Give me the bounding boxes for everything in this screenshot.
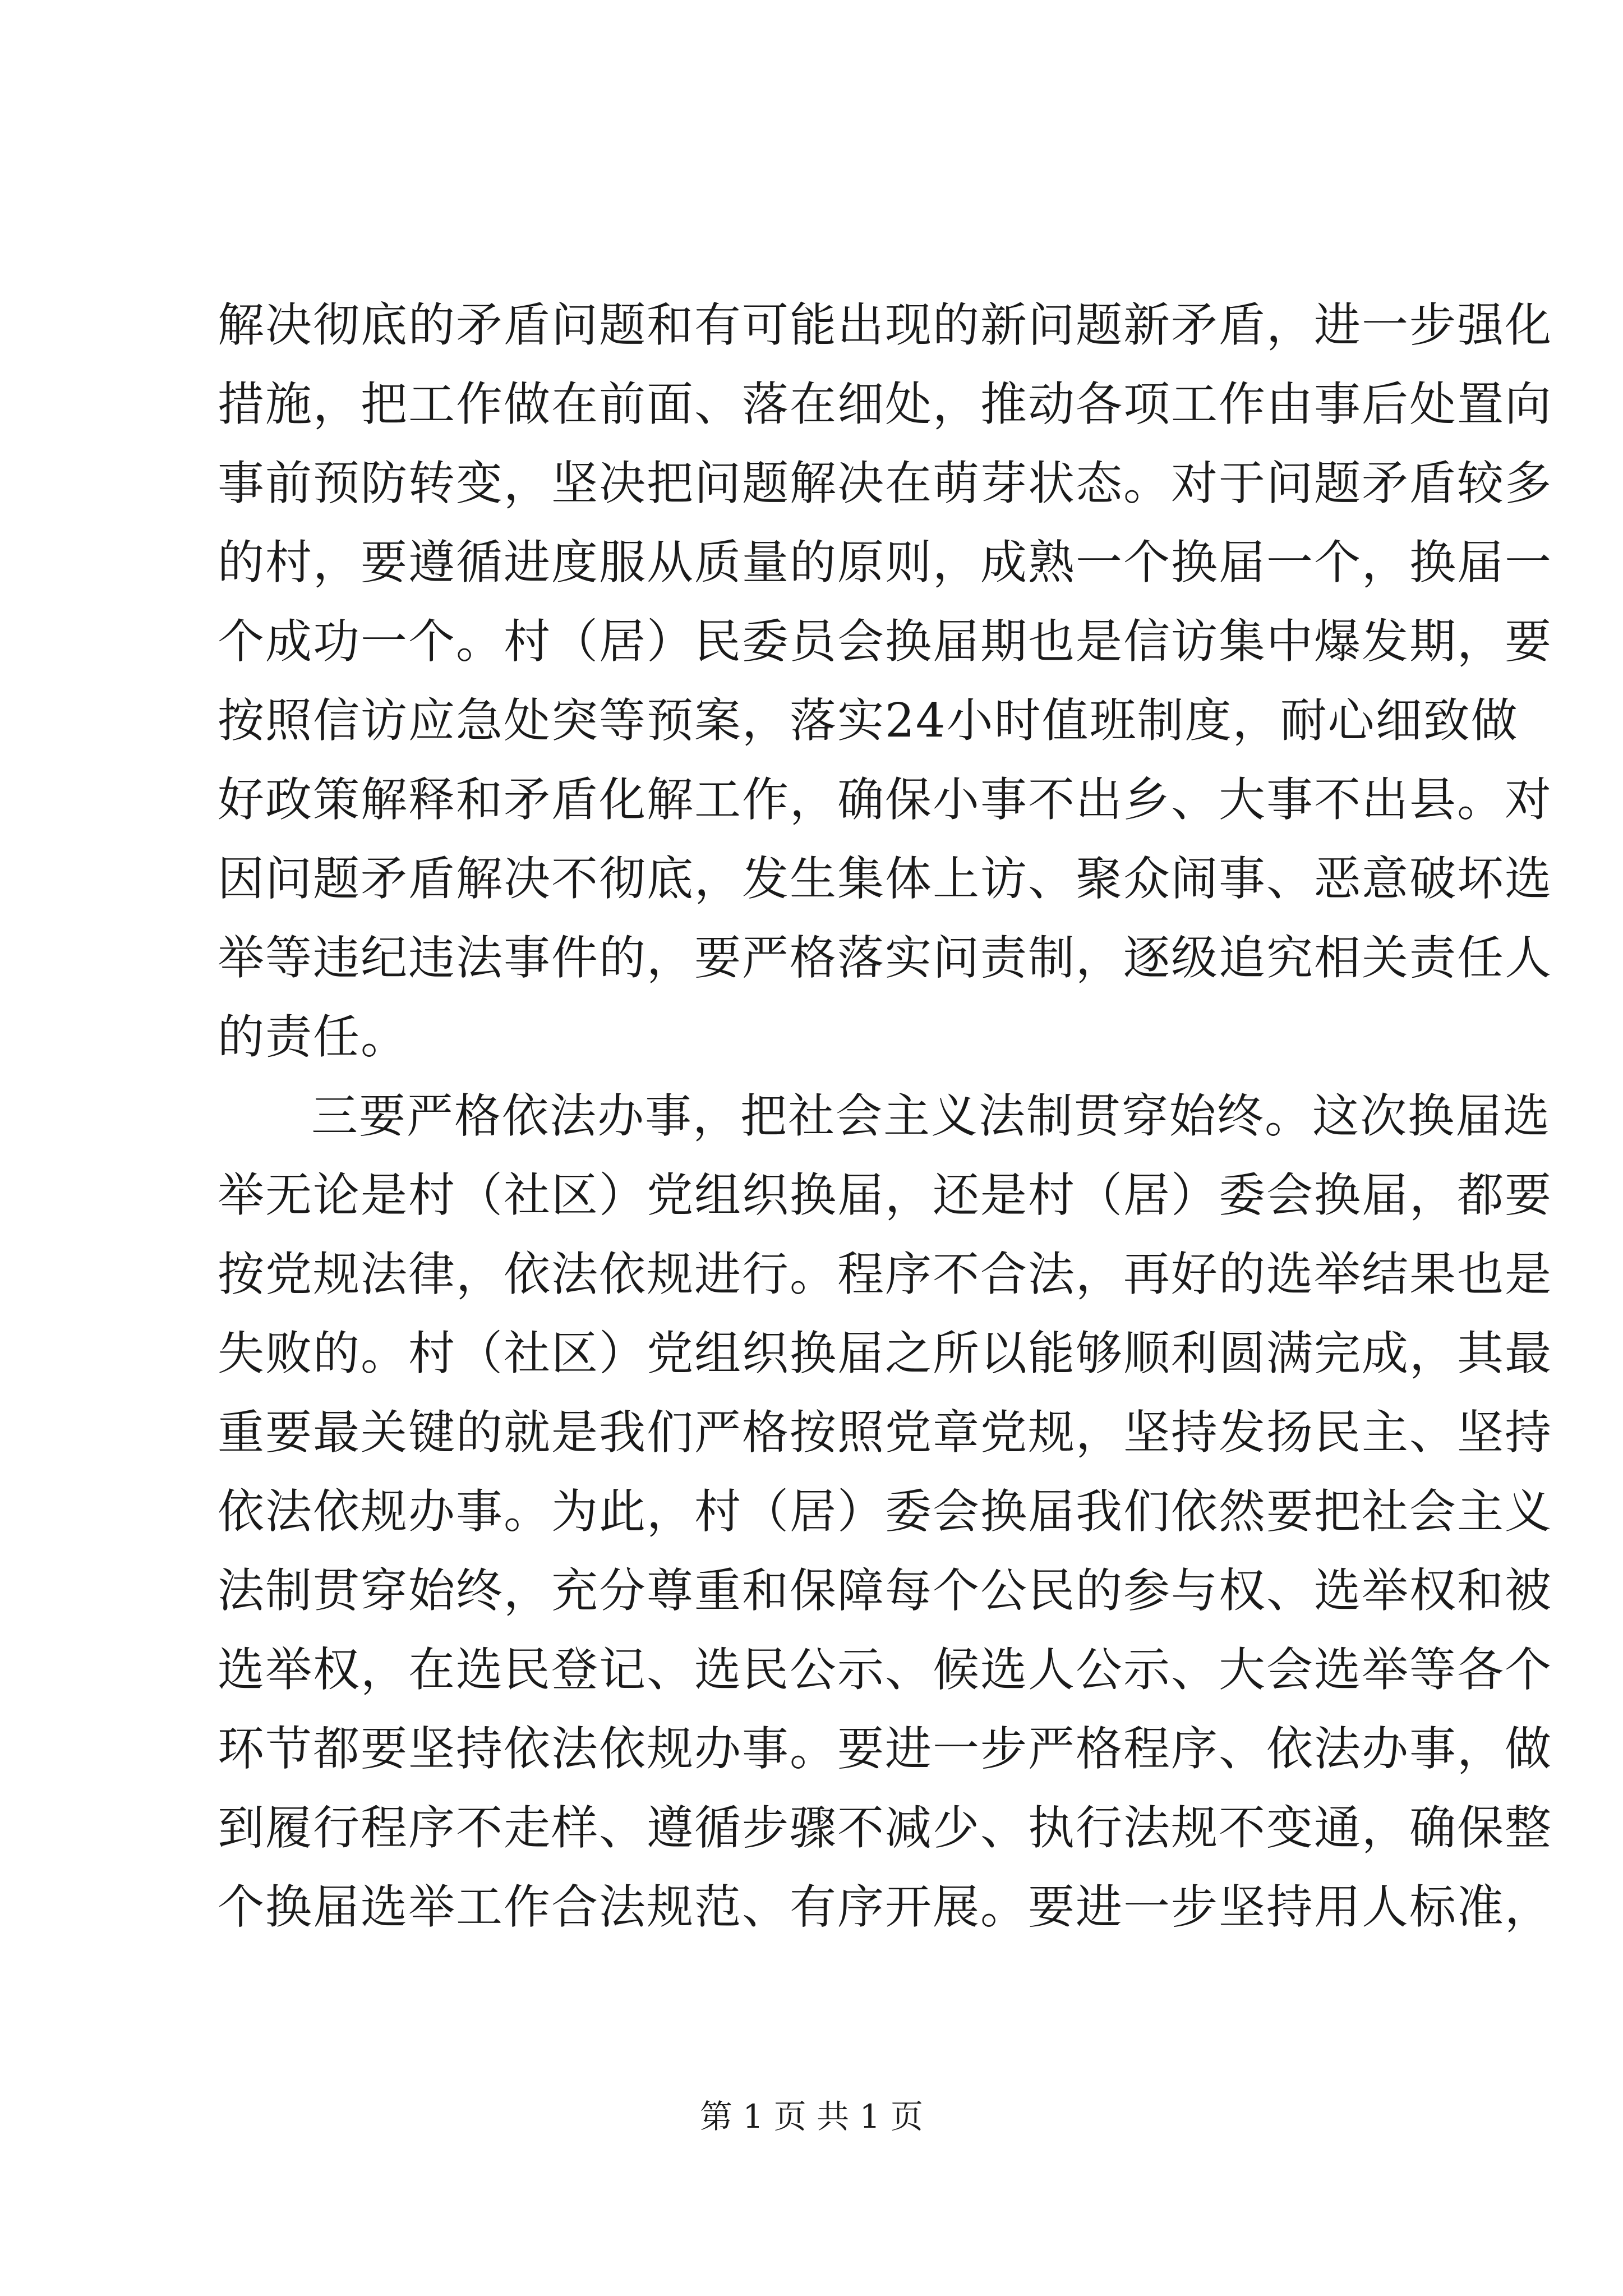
paragraph-1-line-4: 的村，要遵循进度服从质量的原则，成熟一个换届一个，换届一 [218,535,1552,590]
paragraph-1-line-9: 举等违纪违法事件的，要严格落实问责制，逐级追究相关责任人 [218,931,1552,985]
paragraph-2-line-5: 重要最关键的就是我们严格按照党章党规，坚持发扬民主、坚持 [218,1405,1552,1460]
paragraph-2-line-11: 个换届选举工作合法规范、有序开展。要进一步坚持用人标准， [218,1880,1552,1934]
paragraph-1-line-2: 措施，把工作做在前面、落在细处，推动各项工作由事后处置向 [218,377,1552,431]
paragraph-1-line-6: 按照信访应急处突等预案，落实24小时值班制度，耐心细致做 [218,693,1519,748]
paragraph-2-line-8: 选举权，在选民登记、选民公示、候选人公示、大会选举等各个 [218,1642,1552,1697]
paragraph-1-line-1: 解决彻底的矛盾问题和有可能出现的新问题新矛盾，进一步强化 [218,298,1552,352]
paragraph-1-line-7: 好政策解释和矛盾化解工作，确保小事不出乡、大事不出县。对 [218,772,1552,827]
paragraph-2-line-10: 到履行程序不走样、遵循步骤不减少、执行法规不变通，确保整 [218,1801,1552,1855]
paragraph-2-line-1: 三要严格依法办事，把社会主义法制贯穿始终。这次换届选 [311,1089,1551,1143]
paragraph-1-line-5: 个成功一个。村（居）民委员会换届期也是信访集中爆发期，要 [218,614,1552,669]
paragraph-1-line-3: 事前预防转变，坚决把问题解决在萌芽状态。对于问题矛盾较多 [218,456,1552,510]
paragraph-1-line-8: 因问题矛盾解决不彻底，发生集体上访、聚众闹事、恶意破坏选 [218,852,1552,906]
paragraph-2-line-2: 举无论是村（社区）党组织换届，还是村（居）委会换届，都要 [218,1168,1552,1222]
paragraph-2-line-7: 法制贯穿始终，充分尊重和保障每个公民的参与权、选举权和被 [218,1563,1552,1618]
paragraph-2-line-9: 环节都要坚持依法依规办事。要进一步严格程序、依法办事，做 [218,1722,1552,1776]
page-footer: 第 1 页 共 1 页 [700,2097,923,2136]
paragraph-2-line-3: 按党规法律，依法依规进行。程序不合法，再好的选举结果也是 [218,1247,1552,1301]
paragraph-2-line-4: 失败的。村（社区）党组织换届之所以能够顺利圆满完成，其最 [218,1326,1552,1381]
paragraph-1-line-10: 的责任。 [218,1010,408,1064]
paragraph-2-line-6: 依法依规办事。为此，村（居）委会换届我们依然要把社会主义 [218,1484,1552,1539]
